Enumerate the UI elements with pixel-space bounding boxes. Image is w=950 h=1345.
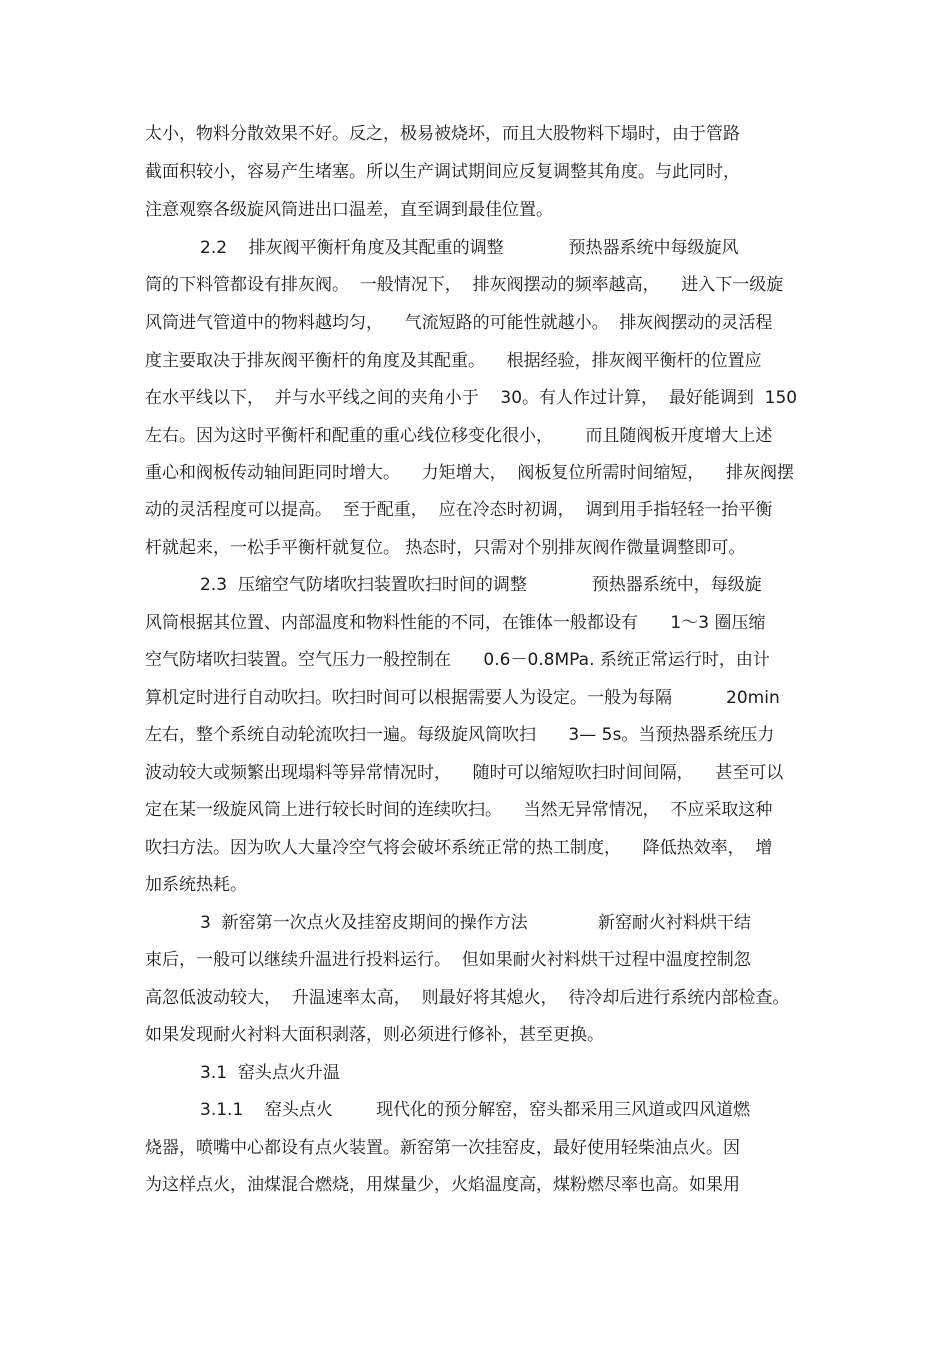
text-line: 左右，整个系统自动轮流吹扫一遍。每级旋风筒吹扫 3— 5s。当预热器系统压力: [145, 725, 775, 745]
text-line: 动的灵活程度可以提高。 至于配重， 应在冷态时初调， 调到用手指轻轻一抬平衡: [145, 500, 773, 520]
text-line: 在水平线以下， 并与水平线之间的夹角小于 30。有人作过计算， 最好能调到 150: [145, 388, 798, 408]
text-line: 度主要取决于排灰阀平衡杆的角度及其配重。 根据经验，排灰阀平衡杆的位置应: [145, 351, 762, 371]
text-line: 截面积较小，容易产生堵塞。所以生产调试期间应反复调整其角度。与此同时，: [145, 162, 740, 182]
text-line: 重心和阀板传动轴间距同时增大。 力矩增大， 阀板复位所需时间缩短， 排灰阀摆: [145, 463, 795, 483]
text-line: 风筒进气管道中的物料越均匀， 气流短路的可能性就越小。 排灰阀摆动的灵活程: [145, 313, 773, 333]
section-heading-2-2: 2.2 排灰阀平衡杆角度及其配重的调整 预热器系统中每级旋风: [200, 238, 739, 258]
text-line: 高忽低波动较大， 升温速率太高， 则最好将其熄火， 待冷却后进行系统内部检查。: [145, 988, 790, 1008]
section-heading-3-1-1: 3.1.1 窑头点火 现代化的预分解窑，窑头都采用三风道或四风道燃: [200, 1100, 751, 1120]
text-line: 定在某一级旋风筒上进行较长时间的连续吹扫。 当然无异常情况， 不应采取这种: [145, 800, 773, 820]
text-line: 吹扫方法。因为吹人大量冷空气将会破坏系统正常的热工制度， 降低热效率， 增: [145, 838, 773, 858]
text-line: 烧器，喷嘴中心都设有点火装置。新窑第一次挂窑皮，最好使用轻柴油点火。因: [145, 1138, 740, 1158]
text-line: 太小，物料分散效果不好。反之，极易被烧坏，而且大股物料下塌时，由于管路: [145, 124, 740, 144]
text-line: 空气防堵吹扫装置。空气压力一般控制在 0.6－0.8MPa. 系统正常运行时，由计: [145, 650, 770, 670]
text-line: 如果发现耐火衬料大面积剥落，则必须进行修补，甚至更换。: [145, 1025, 604, 1045]
text-line: 风筒根据其位置、内部温度和物料性能的不同，在锥体一般都设有 1～3 圈压缩: [145, 613, 766, 633]
text-line: 加系统热耗。: [145, 875, 247, 895]
section-heading-3: 3 新窑第一次点火及挂窑皮期间的操作方法 新窑耐火衬料烘干结: [200, 913, 751, 933]
text-line: 注意观察各级旋风筒进出口温差，直至调到最佳位置。: [145, 200, 553, 220]
text-line: 杆就起来，一松手平衡杆就复位。 热态时，只需对个别排灰阀作微量调整即可。: [145, 538, 746, 558]
text-line: 为这样点火，油煤混合燃烧，用煤量少，火焰温度高，煤粉燃尽率也高。如果用: [145, 1175, 740, 1195]
section-heading-3-1: 3.1 窑头点火升温: [200, 1063, 340, 1083]
text-line: 左右。因为这时平衡杆和配重的重心线位移变化很小， 而且随阀板开度增大上述: [145, 426, 773, 446]
text-line: 波动较大或频繁出现塌料等异常情况时， 随时可以缩短吹扫时间间隔， 甚至可以: [145, 763, 784, 783]
text-line: 束后，一般可以继续升温进行投料运行。 但如果耐火衬料烘干过程中温度控制忽: [145, 950, 751, 970]
text-line: 算机定时进行自动吹扫。吹扫时间可以根据需要人为设定。一般为每隔 20min: [145, 688, 780, 708]
section-heading-2-3: 2.3 压缩空气防堵吹扫装置吹扫时间的调整 预热器系统中，每级旋: [200, 575, 762, 595]
text-line: 筒的下料管都设有排灰阀。 一般情况下， 排灰阀摆动的频率越高， 进入下一级旋: [145, 275, 784, 295]
